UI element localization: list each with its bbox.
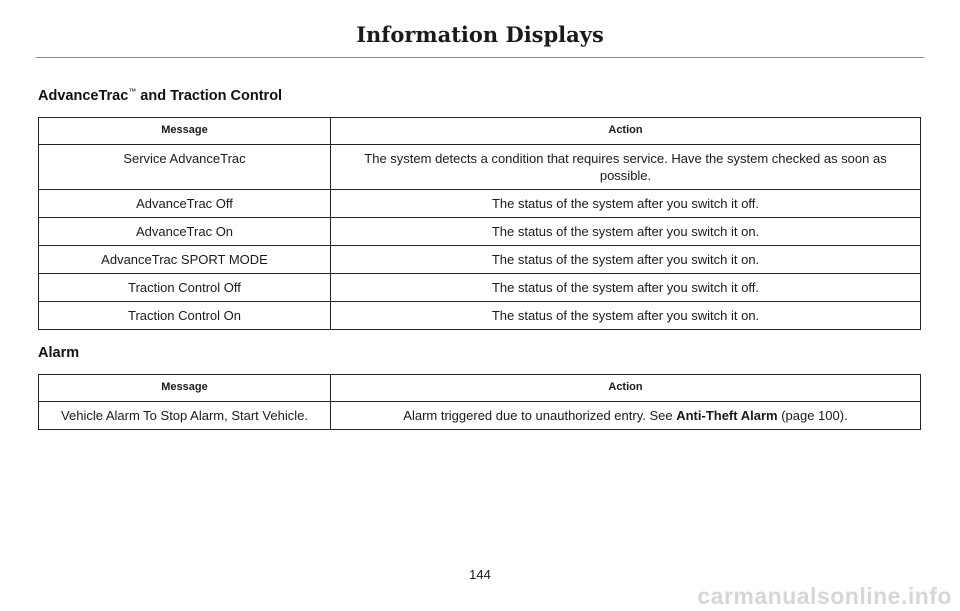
table-row: [39, 145, 921, 190]
table-header-row: [39, 375, 921, 402]
column-header-message: Message: [39, 375, 331, 402]
table-header-row: [39, 118, 921, 145]
action-text: Alarm triggered due to unauthorized entry. See: [403, 408, 677, 423]
action-cell: The status of the system after you switch it off.: [331, 274, 921, 302]
advancetrac-message-table: [38, 117, 921, 330]
column-header-action: Action: [331, 118, 921, 145]
page-number: 144: [469, 567, 491, 582]
message-cell: Vehicle Alarm To Stop Alarm, Start Vehicle.: [39, 402, 331, 430]
table-row: [39, 246, 921, 274]
alarm-section-heading: Alarm: [38, 345, 80, 361]
column-header-action: Action: [331, 375, 921, 402]
action-cell: The status of the system after you switch it off.: [331, 190, 921, 218]
message-cell: AdvanceTrac On: [39, 218, 331, 246]
table-row: [39, 302, 921, 330]
table-row: [39, 274, 921, 302]
alarm-message-table: [38, 374, 921, 430]
action-cell: The status of the system after you switch it on.: [331, 302, 921, 330]
advancetrac-section-heading: [38, 87, 282, 104]
anti-theft-alarm-link[interactable]: Anti-Theft Alarm: [676, 408, 778, 423]
table-row: [39, 218, 921, 246]
watermark: carmanualsonline.info: [697, 583, 952, 609]
advancetrac-heading-suffix: and Traction Control: [136, 87, 283, 104]
action-cell: The system detects a condition that requires service. Have the system checked as soon as possible.: [331, 145, 921, 190]
action-cell: The status of the system after you switch it on.: [331, 246, 921, 274]
column-header-message: Message: [39, 118, 331, 145]
trademark-symbol: ™: [128, 87, 137, 96]
action-cell: [331, 402, 921, 430]
message-cell: AdvanceTrac Off: [39, 190, 331, 218]
page-reference: (page 100).: [777, 408, 848, 423]
page-title: Information Displays: [356, 22, 604, 47]
advancetrac-heading-text: AdvanceTrac: [38, 87, 129, 104]
title-divider: [36, 57, 924, 58]
table-row: [39, 190, 921, 218]
message-cell: Service AdvanceTrac: [39, 145, 331, 190]
message-cell: Traction Control On: [39, 302, 331, 330]
action-cell: The status of the system after you switch it on.: [331, 218, 921, 246]
message-cell: AdvanceTrac SPORT MODE: [39, 246, 331, 274]
table-row: [39, 402, 921, 430]
message-cell: Traction Control Off: [39, 274, 331, 302]
